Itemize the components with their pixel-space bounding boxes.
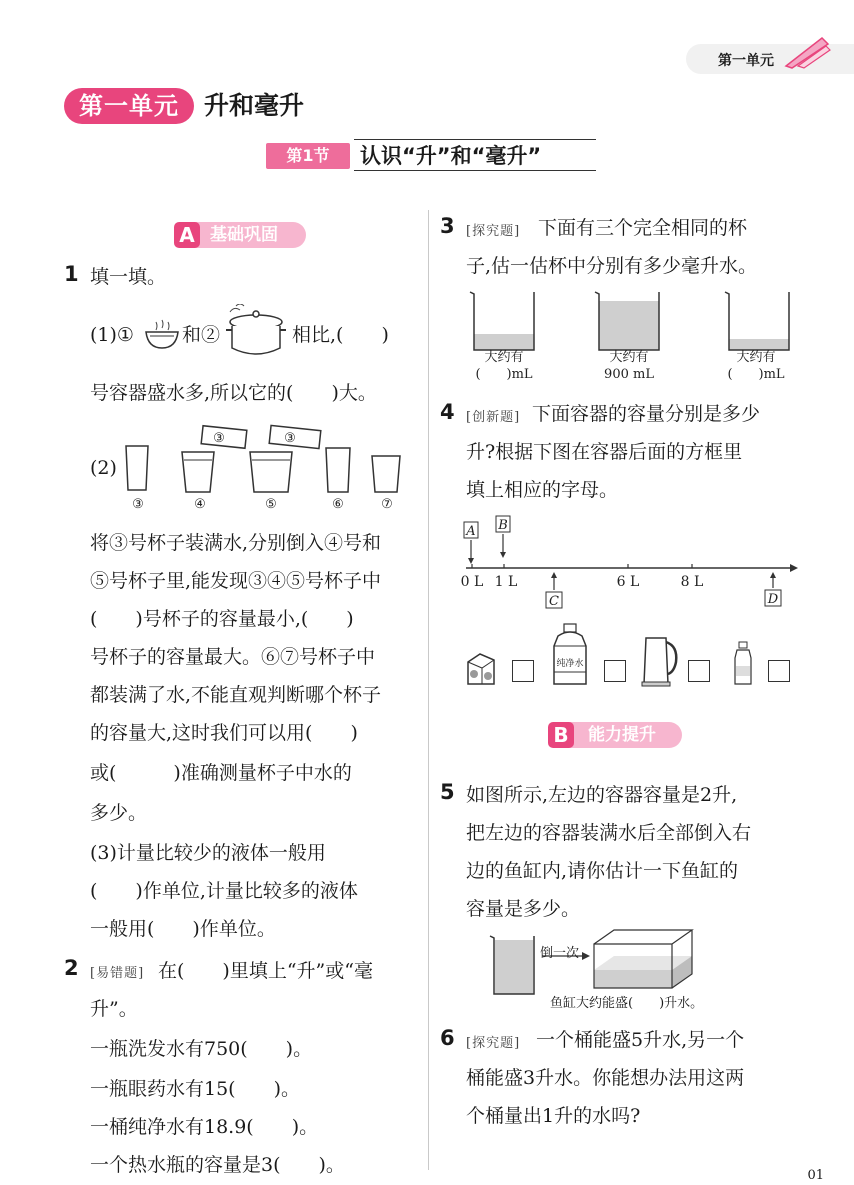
q2-number: 2 [64,956,79,980]
q3-number: 3 [440,214,455,238]
marker-a: A [466,524,476,539]
q4-line-3: 填上相应的字母。 [466,479,619,501]
marker-b: B [498,518,508,533]
q5-beaker [490,936,534,994]
q6-line-3: 个桶量出1升的水吗? [466,1105,641,1127]
q5-figure [486,926,706,998]
q2-prompt: 在( )里填上“升”或“毫 [158,960,373,982]
q2-line-1: 一瓶洗发水有750( )。 [90,1038,313,1060]
q1-p2-line-2: ⑤号杯子里,能发现③④⑤号杯子中 [90,570,382,592]
q4-number-line [460,512,800,616]
marker-d: D [767,592,779,607]
q3-line-1: 下面有三个完全相同的杯 [538,217,748,239]
bowl-icon [144,318,180,350]
q1-prompt: 填一填。 [90,266,167,288]
cup-label-6: ⑥ [332,497,344,512]
q2-line-3: 一桶纯净水有18.9( )。 [90,1116,319,1138]
q3-cups-figure [468,288,798,354]
q5-line-3: 边的鱼缸内,请你估计一下鱼缸的 [466,860,739,882]
q3-cup-2 [595,292,659,350]
q1-number: 1 [64,262,79,286]
tick-0l: 0 L [460,574,484,590]
q3-cup-3-bottom: ( )mL [727,367,785,382]
q4-line-1: 下面容器的容量分别是多少 [532,403,761,425]
q1-p1-c: 相比,( ) [292,324,389,346]
section-rule-top [354,139,596,140]
q5-caption: 鱼缸大约能盛( )升水。 [550,996,704,1011]
unit-title: 升和毫升 [204,91,305,120]
q3-cup-2-bottom: 900 mL [604,367,654,382]
q4-number: 4 [440,400,455,424]
q2-tag: [易错题] [90,966,145,981]
q1-p2-line-5: 都装满了水,不能直观判断哪个杯子 [90,684,382,706]
electric-kettle-icon [638,632,680,688]
q1-p1-a: (1)① [90,324,134,346]
fish-tank [594,930,692,988]
section-rule-bottom [354,170,596,171]
water-jug-icon [548,622,592,688]
q1-p2-line-1: 将③号杯子装满水,分别倒入④号和 [90,532,382,554]
q1-p3-line-3: 一般用( )作单位。 [90,918,276,940]
part-b-letter: B [548,722,574,748]
tick-8l: 8 L [680,574,704,590]
q6-line-2: 桶能盛3升水。你能想办法用这两 [466,1067,745,1089]
q6-tag: [探究题] [466,1036,521,1051]
cup-label-3: ③ [132,497,144,512]
unit-badge: 第一单元 [64,88,194,124]
q1-p1-b: 和② [182,324,221,346]
q2-prompt-2: 升”。 [90,998,138,1020]
q5-number: 5 [440,780,455,804]
q1-p1-line2: 号容器盛水多,所以它的( )大。 [90,382,377,404]
q5-line-2: 把左边的容器装满水后全部倒入右 [466,822,752,844]
q3-tag: [探究题] [466,224,521,239]
q1-p2-line-4: 号杯子的容量最大。⑥⑦号杯子中 [90,646,376,668]
cup-label-7: ⑦ [381,497,393,512]
q5-line-4: 容量是多少。 [466,898,581,920]
part-a-label: 基础巩固 [210,225,278,245]
cooking-pot-icon [222,304,286,360]
page-number: 01 [807,1168,824,1183]
pencil-decoration-icon [782,34,832,70]
q6-number: 6 [440,1026,455,1050]
cup-label-4: ④ [194,497,206,512]
q1-p2-line-8: 多少。 [90,802,148,824]
marker-c: C [549,594,559,609]
answer-box-kettle[interactable] [688,660,710,682]
q3-cup-1-bottom: ( )mL [475,367,533,382]
q3-cup-3 [725,292,789,350]
cup-label-5: ⑤ [265,497,277,512]
section-title: 认识“升”和“毫升” [360,144,542,168]
tilted-cup-label-2: ③ [284,431,296,446]
tick-1l: 1 L [494,574,518,590]
answer-box-carton[interactable] [512,660,534,682]
q1-p3-line-2: ( )作单位,计量比较多的液体 [90,880,358,902]
q5-line-1: 如图所示,左边的容器容量是2升, [466,784,738,806]
water-jug-label: 纯净水 [556,659,584,669]
part-a-pill [174,222,306,248]
q4-tag: [创新题] [466,410,521,425]
q1-p2-line-6: 的容量大,这时我们可以用( ) [90,722,358,744]
part-b-label: 能力提升 [588,725,656,745]
column-divider [428,210,429,1170]
q4-line-2: 升?根据下图在容器后面的方框里 [466,441,743,463]
q1-p2-line-7: 或( )准确测量杯子中水的 [90,762,352,784]
q2-line-2: 一瓶眼药水有15( )。 [90,1078,301,1100]
q5-arrow-label: 倒一次 [540,946,580,961]
q3-cup-3-top: 大约有 [736,350,776,365]
q1-p3-line-1: (3)计量比较少的液体一般用 [90,842,326,864]
tilted-cup-label-1: ③ [213,431,225,446]
q1-p2-line-3: ( )号杯子的容量最小,( ) [90,608,354,630]
answer-box-jug[interactable] [604,660,626,682]
q3-cup-1-top: 大约有 [484,350,524,365]
unit-tab-label: 第一单元 [718,53,774,69]
pour-arrow-icon [582,952,590,960]
section-badge: 第1节 [266,143,350,169]
q6-line-1: 一个桶能盛5升水,另一个 [536,1029,745,1051]
answer-box-bottle[interactable] [768,660,790,682]
tick-6l: 6 L [616,574,640,590]
medicine-bottle-icon [730,640,756,688]
milk-carton-icon [462,650,500,688]
q3-cup-1 [470,292,534,350]
part-b-pill [548,722,682,748]
q3-cup-2-top: 大约有 [609,350,649,365]
q1-p2-label: (2) [90,457,117,479]
q2-line-4: 一个热水瓶的容量是3( )。 [90,1154,345,1176]
part-a-letter: A [174,222,200,248]
q3-line-2: 子,估一估杯中分别有多少毫升水。 [466,255,758,277]
